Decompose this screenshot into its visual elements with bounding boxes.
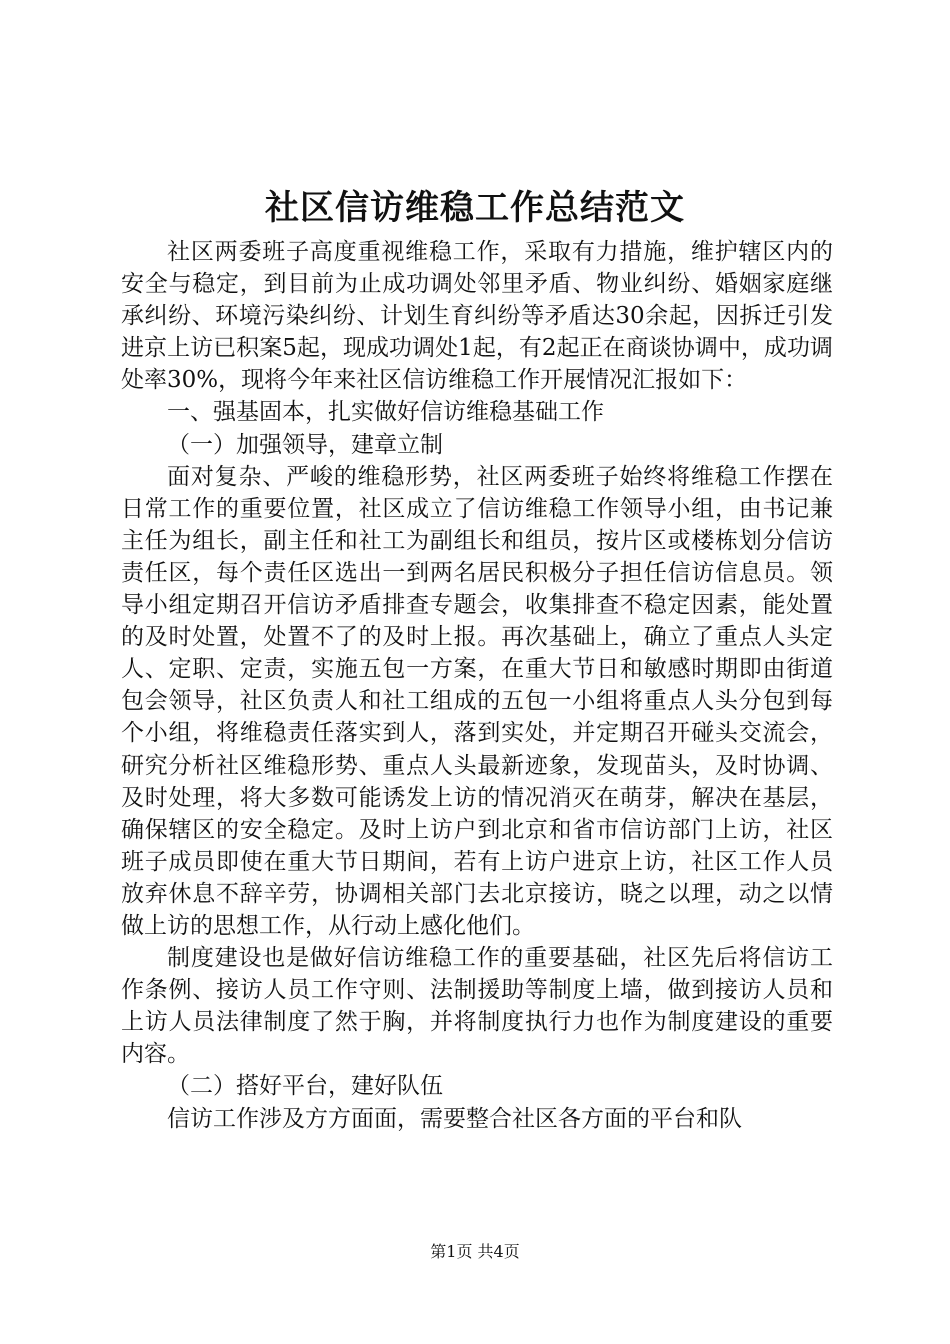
paragraph-platform: 信访工作涉及方方面面，需要整合社区各方面的平台和队	[167, 1105, 742, 1132]
subsection-heading-1: （一）加强领导，建章立制	[167, 431, 443, 458]
document-title: 社区信访维稳工作总结范文	[265, 188, 685, 228]
paragraph-system-building: 制度建设也是做好信访维稳工作的重要基础，社区先后将信访工作条例、接访人员工作守则、法制援助等制度上墙，做到接访人员和上访人员法律制度了然于胸，并将制度执行力也作为制度建设的重要内容。	[121, 945, 833, 1068]
page-footer: 第1页 共4页	[430, 1242, 520, 1261]
document-body	[121, 236, 833, 1135]
subsection-heading-2: （二）搭好平台，建好队伍	[167, 1073, 443, 1100]
paragraph-leadership: 面对复杂、严峻的维稳形势，社区两委班子始终将维稳工作摆在日常工作的重要位置，社区成立了信访维稳工作领导小组，由书记兼主任为组长，副主任和社工为副组长和组员，按片区或楼栋划分信访责任区，每个责任区选出一到两名居民积极分子担任信访信息员。领导小组定期召开信访矛盾排查专题会，收集排查不稳定因素，能处置的及时处置，处置不了的及时上报。再次基础上，确立了重点人头定人、定职、定责，实施五包一方案，在重大节日和敏感时期即由街道包会领导，社区负责人和社工组成的五包一小组将重点人头分包到每个小组，将维稳责任落实到人，落到实处，并定期召开碰头交流会，研究分析社区维稳形势、重点人头最新迹象，发现苗头，及时协调、及时处理，将大多数可能诱发上访的情况消灭在萌芽，解决在基层，确保辖区的安全稳定。及时上访户到北京和省市信访部门上访，社区班子成员即使在重大节日期间，若有上访户进京上访，社区工作人员放弃休息不辞辛劳，协调相关部门去北京接访，晓之以理，动之以情做上访的思想工作，从行动上感化他们。	[121, 463, 833, 939]
section-heading-1: 一、强基固本，扎实做好信访维稳基础工作	[167, 399, 604, 426]
paragraph-intro: 社区两委班子高度重视维稳工作，采取有力措施，维护辖区内的安全与稳定，到目前为止成功调处邻里矛盾、物业纠纷、婚姻家庭继承纠纷、环境污染纠纷、计划生育纠纷等矛盾达30余起，因拆迁引发进京上访已积案5起，现成功调处1起，有2起正在商谈协调中，成功调处率30%，现将今年来社区信访维稳工作开展情况汇报如下：	[121, 239, 833, 394]
